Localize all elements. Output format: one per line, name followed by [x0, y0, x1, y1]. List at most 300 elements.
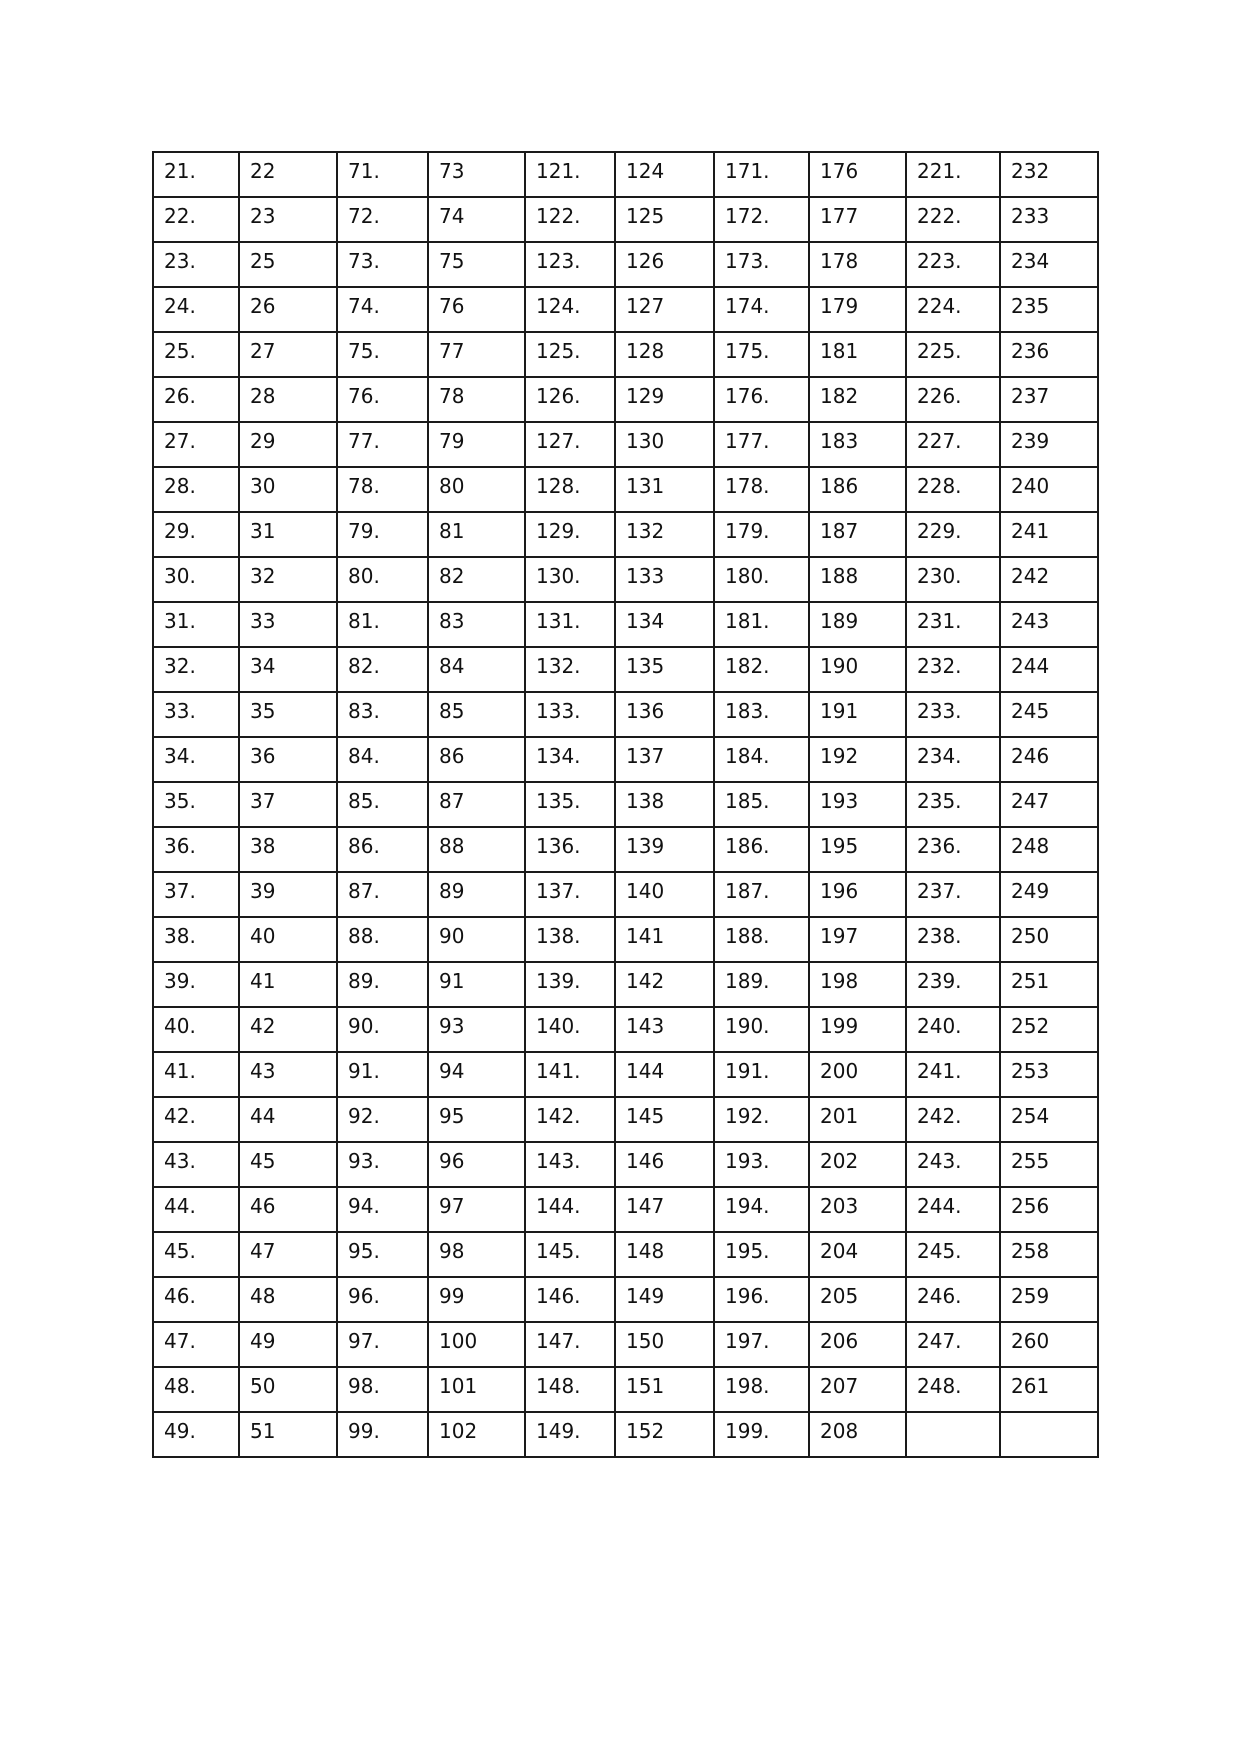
number-table — [152, 151, 1099, 1458]
table-cell: 192 — [809, 737, 906, 782]
table-cell: 232. — [906, 647, 1000, 692]
table-cell: 129. — [525, 512, 615, 557]
table-cell: 207 — [809, 1367, 906, 1412]
table-cell: 25 — [239, 242, 337, 287]
table-cell: 223. — [906, 242, 1000, 287]
table-cell: 224. — [906, 287, 1000, 332]
table-cell: 121. — [525, 152, 615, 197]
table-cell: 28 — [239, 377, 337, 422]
table-cell: 199 — [809, 1007, 906, 1052]
table-cell: 138. — [525, 917, 615, 962]
table-row — [153, 512, 1098, 557]
table-cell: 89 — [428, 872, 525, 917]
table-cell: 140 — [615, 872, 714, 917]
table-cell: 189 — [809, 602, 906, 647]
table-cell: 95. — [337, 1232, 428, 1277]
table-cell: 94 — [428, 1052, 525, 1097]
table-cell: 188 — [809, 557, 906, 602]
table-cell: 82 — [428, 557, 525, 602]
table-cell: 189. — [714, 962, 809, 1007]
table-cell: 228. — [906, 467, 1000, 512]
table-cell: 145 — [615, 1097, 714, 1142]
table-row — [153, 1007, 1098, 1052]
table-cell: 146 — [615, 1142, 714, 1187]
table-cell: 41. — [153, 1052, 239, 1097]
table-cell: 187. — [714, 872, 809, 917]
table-cell: 32. — [153, 647, 239, 692]
table-cell: 27 — [239, 332, 337, 377]
table-cell: 48. — [153, 1367, 239, 1412]
table-cell: 40. — [153, 1007, 239, 1052]
table-cell: 97 — [428, 1187, 525, 1232]
table-cell: 134. — [525, 737, 615, 782]
table-cell: 150 — [615, 1322, 714, 1367]
table-cell: 49 — [239, 1322, 337, 1367]
table-cell: 194. — [714, 1187, 809, 1232]
table-cell: 124 — [615, 152, 714, 197]
table-cell: 22 — [239, 152, 337, 197]
table-cell: 136. — [525, 827, 615, 872]
table-cell: 148 — [615, 1232, 714, 1277]
table-cell: 88. — [337, 917, 428, 962]
table-cell: 200 — [809, 1052, 906, 1097]
table-cell: 51 — [239, 1412, 337, 1457]
table-cell: 32 — [239, 557, 337, 602]
table-row — [153, 602, 1098, 647]
table-cell: 144. — [525, 1187, 615, 1232]
table-cell: 72. — [337, 197, 428, 242]
table-cell: 96. — [337, 1277, 428, 1322]
table-cell: 125. — [525, 332, 615, 377]
table-cell: 199. — [714, 1412, 809, 1457]
table-body — [153, 152, 1098, 1457]
table-cell: 74 — [428, 197, 525, 242]
table-cell: 94. — [337, 1187, 428, 1232]
table-cell: 126. — [525, 377, 615, 422]
table-cell: 245. — [906, 1232, 1000, 1277]
table-row — [153, 782, 1098, 827]
table-row — [153, 1142, 1098, 1187]
table-cell: 238. — [906, 917, 1000, 962]
table-cell: 185. — [714, 782, 809, 827]
table-cell: 100 — [428, 1322, 525, 1367]
table-cell: 251 — [1000, 962, 1098, 1007]
table-cell: 77. — [337, 422, 428, 467]
table-cell: 81. — [337, 602, 428, 647]
table-cell: 245 — [1000, 692, 1098, 737]
table-cell: 182. — [714, 647, 809, 692]
table-row — [153, 737, 1098, 782]
table-cell: 196. — [714, 1277, 809, 1322]
table-cell: 126 — [615, 242, 714, 287]
table-row — [153, 467, 1098, 512]
table-row — [153, 557, 1098, 602]
table-cell: 254 — [1000, 1097, 1098, 1142]
table-cell: 174. — [714, 287, 809, 332]
table-row — [153, 422, 1098, 467]
table-cell: 204 — [809, 1232, 906, 1277]
table-cell: 179 — [809, 287, 906, 332]
table-cell: 37. — [153, 872, 239, 917]
table-cell: 99 — [428, 1277, 525, 1322]
table-cell: 41 — [239, 962, 337, 1007]
table-cell: 44 — [239, 1097, 337, 1142]
table-cell: 36 — [239, 737, 337, 782]
table-cell: 197. — [714, 1322, 809, 1367]
table-cell: 260 — [1000, 1322, 1098, 1367]
table-cell: 148. — [525, 1367, 615, 1412]
table-cell: 147. — [525, 1322, 615, 1367]
table-cell: 255 — [1000, 1142, 1098, 1187]
table-cell: 127. — [525, 422, 615, 467]
table-row — [153, 1187, 1098, 1232]
table-row — [153, 197, 1098, 242]
table-cell: 248. — [906, 1367, 1000, 1412]
table-cell: 241 — [1000, 512, 1098, 557]
table-cell: 125 — [615, 197, 714, 242]
table-cell: 102 — [428, 1412, 525, 1457]
table-cell: 171. — [714, 152, 809, 197]
table-cell: 243 — [1000, 602, 1098, 647]
table-cell: 26 — [239, 287, 337, 332]
table-cell: 135 — [615, 647, 714, 692]
table-cell: 244. — [906, 1187, 1000, 1232]
table-row — [153, 287, 1098, 332]
table-cell: 233. — [906, 692, 1000, 737]
table-cell: 147 — [615, 1187, 714, 1232]
table-cell: 47. — [153, 1322, 239, 1367]
table-cell: 30. — [153, 557, 239, 602]
table-cell: 21. — [153, 152, 239, 197]
table-cell: 91. — [337, 1052, 428, 1097]
table-cell: 80 — [428, 467, 525, 512]
table-cell: 144 — [615, 1052, 714, 1097]
table-cell: 91 — [428, 962, 525, 1007]
table-cell: 244 — [1000, 647, 1098, 692]
table-cell: 87. — [337, 872, 428, 917]
table-cell: 34 — [239, 647, 337, 692]
table-cell: 85 — [428, 692, 525, 737]
table-cell: 246 — [1000, 737, 1098, 782]
table-cell: 48 — [239, 1277, 337, 1322]
table-row — [153, 1322, 1098, 1367]
table-row — [153, 1097, 1098, 1142]
table-cell: 128 — [615, 332, 714, 377]
table-cell: 83 — [428, 602, 525, 647]
table-cell: 44. — [153, 1187, 239, 1232]
table-row — [153, 827, 1098, 872]
table-cell: 46 — [239, 1187, 337, 1232]
table-row — [153, 1367, 1098, 1412]
table-cell: 93 — [428, 1007, 525, 1052]
table-cell: 181. — [714, 602, 809, 647]
table-cell: 130 — [615, 422, 714, 467]
table-cell: 34. — [153, 737, 239, 782]
table-cell: 182 — [809, 377, 906, 422]
table-cell: 176. — [714, 377, 809, 422]
table-cell: 78. — [337, 467, 428, 512]
table-cell: 139 — [615, 827, 714, 872]
table-cell: 240 — [1000, 467, 1098, 512]
table-cell: 233 — [1000, 197, 1098, 242]
table-cell: 134 — [615, 602, 714, 647]
table-cell: 186 — [809, 467, 906, 512]
table-cell: 239. — [906, 962, 1000, 1007]
table-cell: 88 — [428, 827, 525, 872]
table-cell: 135. — [525, 782, 615, 827]
table-cell: 206 — [809, 1322, 906, 1367]
table-cell: 39. — [153, 962, 239, 1007]
table-cell: 45 — [239, 1142, 337, 1187]
table-cell: 175. — [714, 332, 809, 377]
table-cell: 142. — [525, 1097, 615, 1142]
table-cell: 246. — [906, 1277, 1000, 1322]
table-cell: 176 — [809, 152, 906, 197]
table-cell: 181 — [809, 332, 906, 377]
table-cell: 236. — [906, 827, 1000, 872]
table-cell: 141. — [525, 1052, 615, 1097]
table-cell: 23. — [153, 242, 239, 287]
table-cell: 124. — [525, 287, 615, 332]
table-cell: 229. — [906, 512, 1000, 557]
table-cell: 99. — [337, 1412, 428, 1457]
table-cell: 90. — [337, 1007, 428, 1052]
table-cell: 80. — [337, 557, 428, 602]
table-cell: 97. — [337, 1322, 428, 1367]
table-cell: 183 — [809, 422, 906, 467]
table-cell: 190 — [809, 647, 906, 692]
table-cell: 127 — [615, 287, 714, 332]
table-cell: 179. — [714, 512, 809, 557]
table-cell: 22. — [153, 197, 239, 242]
table-cell: 191. — [714, 1052, 809, 1097]
table-row — [153, 647, 1098, 692]
table-cell: 29. — [153, 512, 239, 557]
table-cell: 243. — [906, 1142, 1000, 1187]
table-cell: 98. — [337, 1367, 428, 1412]
table-cell: 232 — [1000, 152, 1098, 197]
table-cell: 76. — [337, 377, 428, 422]
table-cell: 151 — [615, 1367, 714, 1412]
table-cell: 35 — [239, 692, 337, 737]
table-cell — [906, 1412, 1000, 1457]
table-cell: 73. — [337, 242, 428, 287]
table-cell: 27. — [153, 422, 239, 467]
table-cell: 92. — [337, 1097, 428, 1142]
table-cell: 78 — [428, 377, 525, 422]
table-cell: 81 — [428, 512, 525, 557]
table-row — [153, 872, 1098, 917]
table-row — [153, 152, 1098, 197]
table-cell: 35. — [153, 782, 239, 827]
table-cell: 259 — [1000, 1277, 1098, 1322]
table-cell: 49. — [153, 1412, 239, 1457]
table-cell: 236 — [1000, 332, 1098, 377]
table-cell: 239 — [1000, 422, 1098, 467]
table-cell: 231. — [906, 602, 1000, 647]
table-cell: 73 — [428, 152, 525, 197]
table-cell: 195 — [809, 827, 906, 872]
table-cell: 188. — [714, 917, 809, 962]
table-cell: 50 — [239, 1367, 337, 1412]
table-cell: 186. — [714, 827, 809, 872]
table-cell: 131. — [525, 602, 615, 647]
table-cell: 137 — [615, 737, 714, 782]
table-cell: 89. — [337, 962, 428, 1007]
table-cell: 240. — [906, 1007, 1000, 1052]
table-cell: 98 — [428, 1232, 525, 1277]
table-cell: 149 — [615, 1277, 714, 1322]
table-row — [153, 242, 1098, 287]
table-cell: 184. — [714, 737, 809, 782]
table-cell: 198 — [809, 962, 906, 1007]
table-cell: 190. — [714, 1007, 809, 1052]
table-cell: 38. — [153, 917, 239, 962]
table-cell: 37 — [239, 782, 337, 827]
table-cell: 29 — [239, 422, 337, 467]
table-cell: 250 — [1000, 917, 1098, 962]
table-cell: 252 — [1000, 1007, 1098, 1052]
table-cell: 45. — [153, 1232, 239, 1277]
table-cell: 79 — [428, 422, 525, 467]
table-cell: 38 — [239, 827, 337, 872]
table-cell: 71. — [337, 152, 428, 197]
table-row — [153, 1052, 1098, 1097]
table-row — [153, 1232, 1098, 1277]
table-cell: 180. — [714, 557, 809, 602]
table-cell: 140. — [525, 1007, 615, 1052]
table-cell: 30 — [239, 467, 337, 512]
table-row — [153, 692, 1098, 737]
table-cell: 198. — [714, 1367, 809, 1412]
table-cell: 40 — [239, 917, 337, 962]
table-cell: 43. — [153, 1142, 239, 1187]
table-cell: 247 — [1000, 782, 1098, 827]
table-cell: 132. — [525, 647, 615, 692]
table-cell: 187 — [809, 512, 906, 557]
table-cell: 128. — [525, 467, 615, 512]
table-cell: 241. — [906, 1052, 1000, 1097]
table-cell: 225. — [906, 332, 1000, 377]
table-cell: 129 — [615, 377, 714, 422]
table-cell: 235 — [1000, 287, 1098, 332]
table-cell: 196 — [809, 872, 906, 917]
table-row — [153, 962, 1098, 1007]
table-cell: 237 — [1000, 377, 1098, 422]
table-cell: 258 — [1000, 1232, 1098, 1277]
table-cell: 253 — [1000, 1052, 1098, 1097]
table-cell: 141 — [615, 917, 714, 962]
table-cell: 142 — [615, 962, 714, 1007]
table-cell: 77 — [428, 332, 525, 377]
table-cell: 221. — [906, 152, 1000, 197]
table-row — [153, 1412, 1098, 1457]
table-cell: 87 — [428, 782, 525, 827]
table-cell: 138 — [615, 782, 714, 827]
table-cell: 137. — [525, 872, 615, 917]
table-cell: 31 — [239, 512, 337, 557]
table-row — [153, 332, 1098, 377]
table-cell: 205 — [809, 1277, 906, 1322]
table-cell: 82. — [337, 647, 428, 692]
table-cell: 192. — [714, 1097, 809, 1142]
table-cell: 143 — [615, 1007, 714, 1052]
table-cell: 201 — [809, 1097, 906, 1142]
table-cell: 26. — [153, 377, 239, 422]
table-cell: 139. — [525, 962, 615, 1007]
table-cell: 84 — [428, 647, 525, 692]
table-cell: 136 — [615, 692, 714, 737]
table-cell: 234 — [1000, 242, 1098, 287]
table-cell: 222. — [906, 197, 1000, 242]
table-cell: 33 — [239, 602, 337, 647]
table-cell: 24. — [153, 287, 239, 332]
table-cell: 226. — [906, 377, 1000, 422]
table-cell: 101 — [428, 1367, 525, 1412]
table-cell: 173. — [714, 242, 809, 287]
table-cell: 123. — [525, 242, 615, 287]
table-cell: 75. — [337, 332, 428, 377]
table-cell: 122. — [525, 197, 615, 242]
table-row — [153, 1277, 1098, 1322]
table-cell: 256 — [1000, 1187, 1098, 1232]
table-cell: 191 — [809, 692, 906, 737]
table-cell: 93. — [337, 1142, 428, 1187]
table-cell: 202 — [809, 1142, 906, 1187]
table-cell: 33. — [153, 692, 239, 737]
table-cell: 195. — [714, 1232, 809, 1277]
table-cell: 261 — [1000, 1367, 1098, 1412]
table-cell: 235. — [906, 782, 1000, 827]
table-row — [153, 917, 1098, 962]
table-cell: 249 — [1000, 872, 1098, 917]
table-cell: 242 — [1000, 557, 1098, 602]
table-cell: 25. — [153, 332, 239, 377]
table-cell: 95 — [428, 1097, 525, 1142]
table-cell: 39 — [239, 872, 337, 917]
table-cell: 86 — [428, 737, 525, 782]
table-cell: 208 — [809, 1412, 906, 1457]
table-cell: 76 — [428, 287, 525, 332]
table-cell: 90 — [428, 917, 525, 962]
table-cell: 247. — [906, 1322, 1000, 1367]
table-cell: 143. — [525, 1142, 615, 1187]
table-cell: 130. — [525, 557, 615, 602]
table-cell: 131 — [615, 467, 714, 512]
table-cell: 42 — [239, 1007, 337, 1052]
table-cell: 146. — [525, 1277, 615, 1322]
table-cell: 84. — [337, 737, 428, 782]
table-cell: 28. — [153, 467, 239, 512]
table-cell: 43 — [239, 1052, 337, 1097]
table-cell: 237. — [906, 872, 1000, 917]
table-cell: 132 — [615, 512, 714, 557]
table-cell: 79. — [337, 512, 428, 557]
table-cell: 75 — [428, 242, 525, 287]
table-cell: 149. — [525, 1412, 615, 1457]
table-cell: 74. — [337, 287, 428, 332]
table-cell: 203 — [809, 1187, 906, 1232]
table-cell: 172. — [714, 197, 809, 242]
table-cell: 96 — [428, 1142, 525, 1187]
table-cell: 42. — [153, 1097, 239, 1142]
table-cell: 178. — [714, 467, 809, 512]
table-cell: 133. — [525, 692, 615, 737]
table-cell: 152 — [615, 1412, 714, 1457]
table-cell: 193. — [714, 1142, 809, 1187]
table-cell: 36. — [153, 827, 239, 872]
table-cell: 31. — [153, 602, 239, 647]
